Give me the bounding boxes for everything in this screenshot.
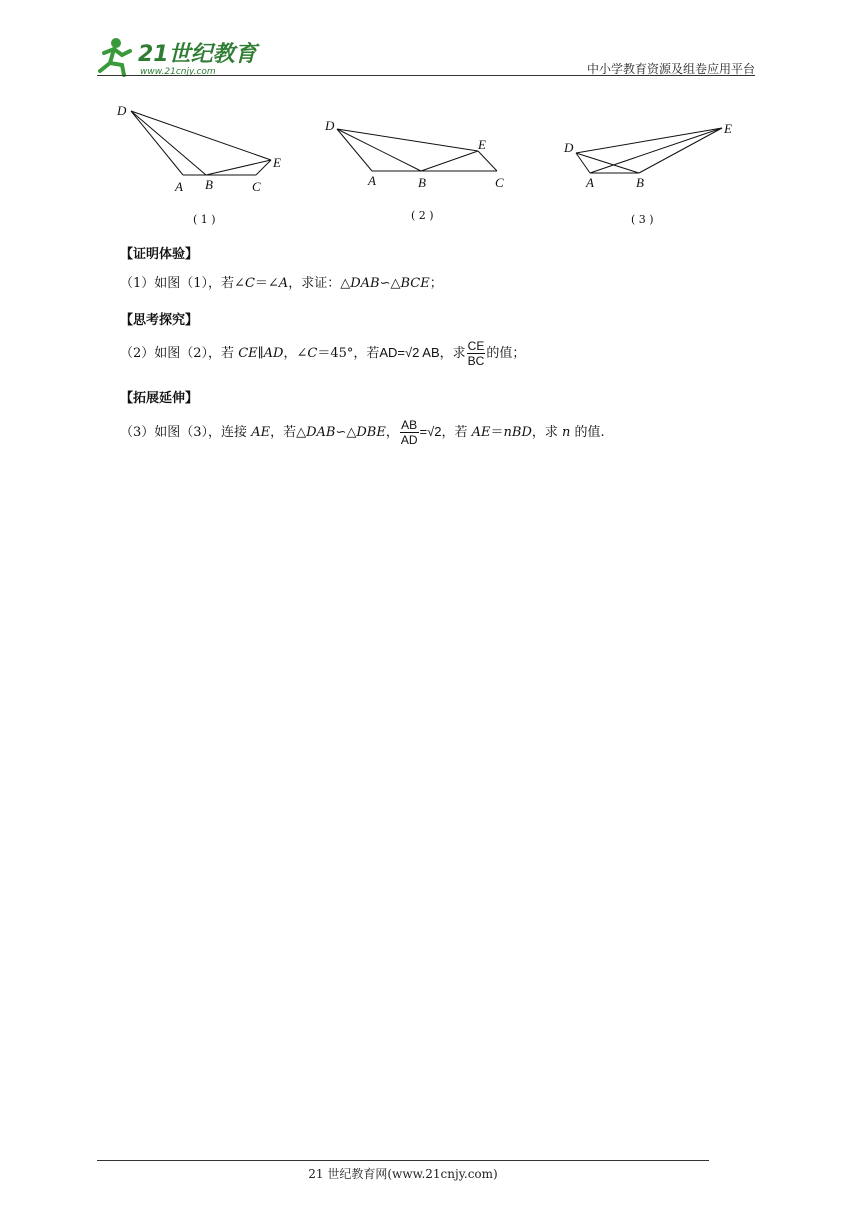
figure-1-lines	[131, 111, 271, 175]
fig1-label-E: E	[273, 155, 281, 170]
fig3-label-A: A	[586, 175, 594, 190]
footer-divider	[97, 1160, 709, 1161]
section-proof-title: 【证明体验】	[120, 247, 199, 262]
section-extend-title: 【拓展延伸】	[120, 391, 199, 406]
runner-icon	[100, 38, 130, 75]
header-platform-text: 中小学教育资源及组卷应用平台	[586, 62, 755, 76]
fraction-ce-bc: $\frac{CE}{BC}$	[467, 339, 485, 368]
fig1-label-C: C	[252, 179, 261, 194]
fig2-label-B: B	[418, 175, 426, 190]
fraction-ab-ad: $\frac{AB}{AD}$	[400, 418, 418, 447]
question-1: （1）如图（1），若∠C＝∠A，求证：△DAB∽△BCE；	[120, 276, 443, 291]
fig3-label-D: D	[564, 140, 574, 155]
fig2-label-A: A	[368, 173, 376, 188]
fig2-label-D: D	[325, 118, 335, 133]
figure-2-lines	[337, 129, 497, 171]
fig1-label-B: B	[205, 177, 213, 192]
fig3-caption: ( 3 )	[631, 213, 654, 226]
footer-text: 21 世纪教育网(www.21cnjy.com)	[308, 1167, 498, 1181]
fig2-label-C: C	[495, 175, 504, 190]
site-logo	[94, 33, 264, 79]
fig1-label-D: D	[117, 103, 127, 118]
fig3-label-B: B	[636, 175, 644, 190]
fig1-caption: ( 1 )	[193, 213, 216, 226]
fig2-label-E: E	[478, 137, 486, 152]
logo-url: www.21cnjy.com	[140, 67, 216, 77]
header-divider	[97, 75, 755, 76]
question-2: （2）如图（2），若 CE∥AD，∠C＝45°，若AD=√2 AB，求 $\frac{CE}{BC}$ 的值；	[120, 339, 526, 368]
figures-panel	[0, 95, 860, 235]
fig3-label-E: E	[724, 121, 732, 136]
fig1-label-A: A	[175, 179, 183, 194]
section-explore-title: 【思考探究】	[120, 313, 199, 328]
logo-text: 21世纪教育	[138, 42, 257, 67]
question-3: （3）如图（3），连接 AE，若△DAB∽△DBE， $\frac{AB}{AD}$ =√2，若 AE＝nBD，求 n 的值.	[120, 418, 605, 447]
figure-3-lines	[576, 128, 722, 173]
fig2-caption: ( 2 )	[411, 209, 434, 222]
